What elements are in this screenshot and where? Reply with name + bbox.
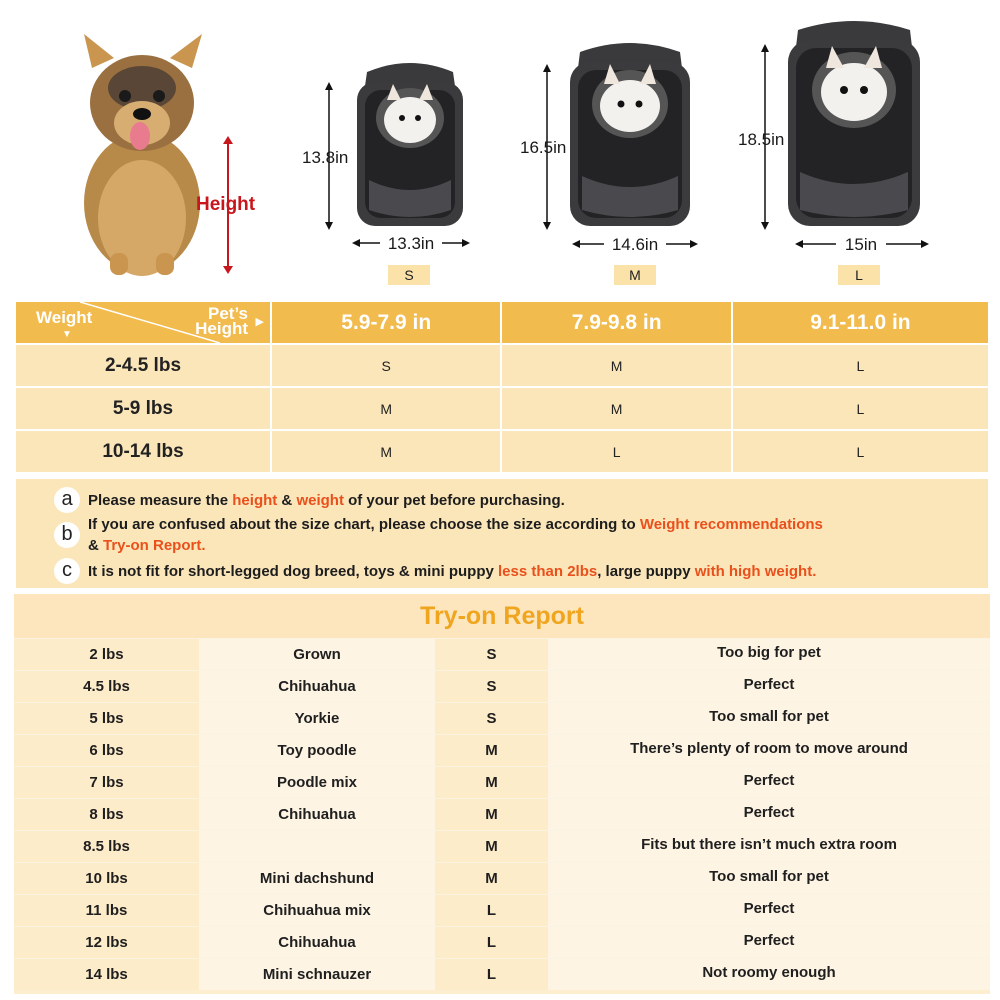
size-cell: S: [272, 345, 500, 386]
report-row: [14, 830, 990, 862]
size-tag-s: S: [388, 265, 430, 285]
report-result: Too small for pet: [548, 863, 990, 894]
bullet-c: c: [54, 558, 80, 584]
size-table: [14, 300, 990, 474]
report-breed: Toy poodle: [199, 735, 435, 766]
report-size: M: [435, 863, 548, 894]
height-range-header: 5.9-7.9 in: [272, 302, 500, 343]
weight-cell: 5-9 lbs: [16, 388, 270, 429]
report-weight: 4.5 lbs: [14, 671, 199, 702]
report-breed: Chihuahua: [199, 927, 435, 958]
down-triangle-icon: ▼: [62, 329, 72, 340]
report-breed: Chihuahua mix: [199, 895, 435, 926]
backpack-s-width: 13.3in: [380, 234, 442, 254]
report-row: [14, 862, 990, 894]
report-size: L: [435, 895, 548, 926]
note-a: Please measure the height & weight of your pet before purchasing.: [88, 492, 565, 509]
report-size: M: [435, 735, 548, 766]
note-c: It is not fit for short-legged dog breed, toys & mini puppy less than 2lbs, large puppy with high weight.: [88, 563, 817, 580]
report-result: There’s plenty of room to move around: [548, 735, 990, 766]
report-result: Perfect: [548, 671, 990, 702]
report-row: [14, 638, 990, 670]
table-corner-header: [16, 302, 270, 343]
report-breed: Chihuahua: [199, 799, 435, 830]
table-row: [16, 388, 988, 429]
try-on-report: [14, 594, 990, 994]
height-range-header: 7.9-9.8 in: [502, 302, 730, 343]
bullet-b: b: [54, 522, 80, 548]
report-size: S: [435, 671, 548, 702]
report-row: [14, 670, 990, 702]
size-cell: M: [272, 431, 500, 472]
report-weight: 6 lbs: [14, 735, 199, 766]
backpack-m-image: [568, 40, 692, 230]
height-label: Height: [196, 194, 256, 215]
height-range-header: 9.1-11.0 in: [733, 302, 988, 343]
report-row: [14, 894, 990, 926]
report-breed: Mini schnauzer: [199, 959, 435, 990]
report-row: [14, 702, 990, 734]
report-weight: 8 lbs: [14, 799, 199, 830]
note-b-continued: & Try-on Report.: [88, 537, 206, 554]
report-breed: [199, 831, 435, 862]
weight-axis-label: Weight: [36, 308, 93, 327]
report-weight: 2 lbs: [14, 639, 199, 670]
report-size: L: [435, 927, 548, 958]
report-result: Perfect: [548, 895, 990, 926]
note-b: If you are confused about the size chart, please choose the size according to Weight recommendations: [88, 516, 823, 533]
table-row: [16, 431, 988, 472]
report-weight: 10 lbs: [14, 863, 199, 894]
report-weight: 8.5 lbs: [14, 831, 199, 862]
report-result: Perfect: [548, 767, 990, 798]
size-tag-l: L: [838, 265, 880, 285]
backpack-l-width: 15in: [836, 235, 886, 255]
report-size: L: [435, 959, 548, 990]
report-row: [14, 798, 990, 830]
report-breed: Chihuahua: [199, 671, 435, 702]
report-weight: 14 lbs: [14, 959, 199, 990]
report-row: [14, 958, 990, 990]
report-weight: 5 lbs: [14, 703, 199, 734]
size-cell: L: [733, 431, 988, 472]
report-size: M: [435, 799, 548, 830]
report-weight: 12 lbs: [14, 927, 199, 958]
report-row: [14, 734, 990, 766]
weight-cell: 2-4.5 lbs: [16, 345, 270, 386]
report-breed: Yorkie: [199, 703, 435, 734]
report-weight: 7 lbs: [14, 767, 199, 798]
report-size: M: [435, 831, 548, 862]
weight-cell: 10-14 lbs: [16, 431, 270, 472]
size-cell: L: [733, 345, 988, 386]
report-size: S: [435, 703, 548, 734]
backpack-l-height: 18.5in: [738, 130, 785, 149]
size-cell: L: [733, 388, 988, 429]
report-size: M: [435, 767, 548, 798]
report-result: Too big for pet: [548, 639, 990, 670]
report-result: Fits but there isn’t much extra room: [548, 831, 990, 862]
report-result: Not roomy enough: [548, 959, 990, 990]
size-tag-m: M: [614, 265, 656, 285]
bullet-a: a: [54, 487, 80, 513]
backpack-s-height: 13.8in: [302, 148, 349, 167]
product-illustration: [0, 0, 1000, 300]
height-axis-label: Pet’s Height: [195, 304, 248, 338]
size-cell: M: [502, 388, 730, 429]
report-weight: 11 lbs: [14, 895, 199, 926]
right-triangle-icon: ▶: [255, 316, 264, 328]
report-size: S: [435, 639, 548, 670]
report-row: [14, 766, 990, 798]
yorkie-dog-image: [62, 28, 222, 278]
size-cell: L: [502, 431, 730, 472]
size-cell: M: [272, 388, 500, 429]
report-breed: Grown: [199, 639, 435, 670]
report-result: Perfect: [548, 799, 990, 830]
report-result: Too small for pet: [548, 703, 990, 734]
backpack-m-width: 14.6in: [604, 235, 666, 255]
backpack-m-height: 16.5in: [520, 138, 567, 157]
report-title: Try-on Report: [14, 594, 990, 638]
table-row: [16, 345, 988, 386]
size-cell: M: [502, 345, 730, 386]
backpack-s-image: [355, 60, 465, 230]
report-breed: Mini dachshund: [199, 863, 435, 894]
report-breed: Poodle mix: [199, 767, 435, 798]
report-result: Perfect: [548, 927, 990, 958]
report-row: [14, 926, 990, 958]
notes-panel: [16, 479, 988, 588]
backpack-l-image: [786, 18, 922, 230]
